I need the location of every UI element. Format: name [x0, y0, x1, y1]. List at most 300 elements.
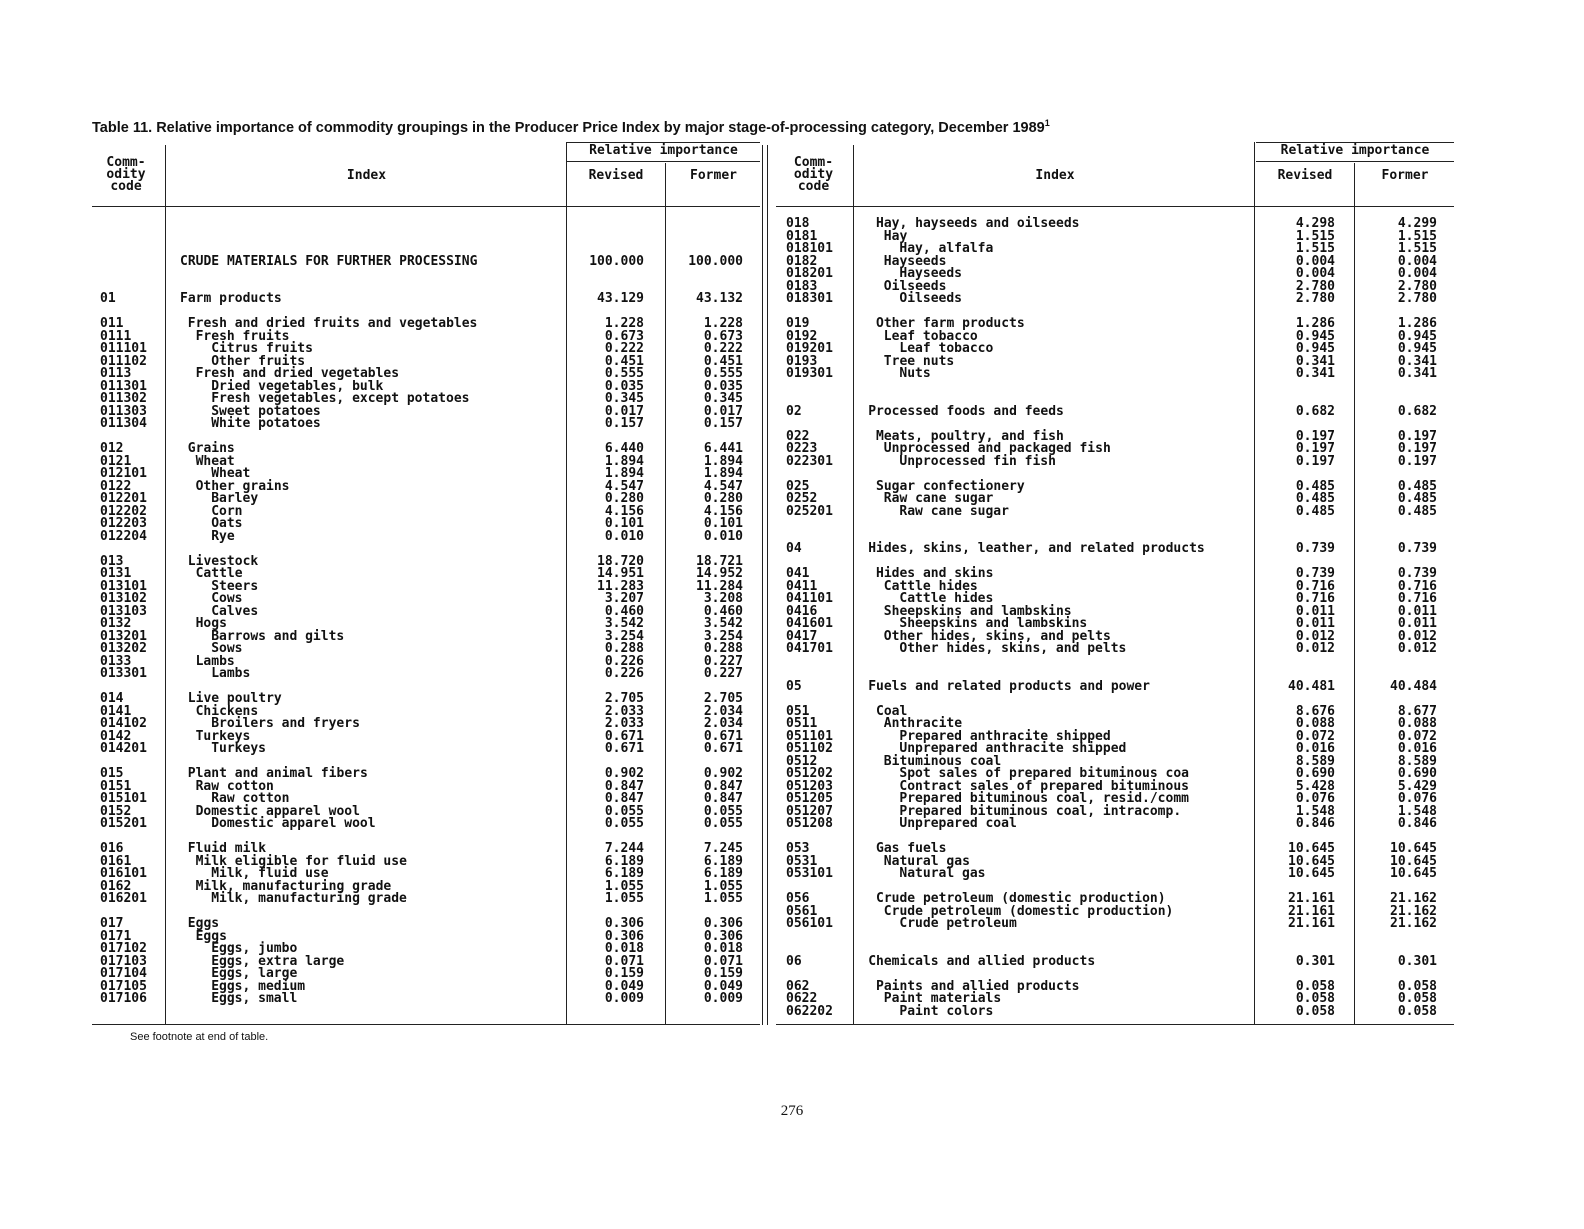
index-label: Wheat: [211, 466, 251, 481]
former-value: 0.673: [703, 328, 743, 344]
commodity-code: 041101: [786, 591, 833, 606]
former-value: 0.306: [703, 916, 743, 931]
table-title: [92, 118, 1050, 136]
revised-value: 0.009: [604, 991, 644, 1006]
commodity-code: 017103: [100, 953, 147, 969]
former-value: 0.012: [1397, 628, 1437, 644]
relimp-rule-right: [1256, 161, 1454, 162]
left-former-header: Former: [690, 168, 737, 183]
former-value: 0.485: [1397, 478, 1437, 494]
former-value: 0.847: [703, 791, 743, 806]
revised-value: 7.244: [604, 841, 644, 856]
index-label: Cattle: [195, 566, 243, 581]
revised-value: 0.011: [1295, 603, 1335, 619]
commodity-code: 0111: [100, 328, 132, 344]
index-label: White potatoes: [211, 416, 321, 431]
commodity-code: 0131: [100, 566, 132, 581]
header-bottom-rule-right: [776, 206, 1454, 207]
index-label: Milk, fluid use: [211, 866, 329, 881]
former-value: 1.894: [703, 466, 743, 481]
index-label: Turkeys: [195, 728, 251, 744]
former-value: 0.035: [703, 378, 743, 394]
commodity-code: 017105: [100, 978, 147, 994]
commodity-code: 062202: [786, 1003, 833, 1019]
former-value: 0.485: [1397, 503, 1437, 519]
index-label: Unprepared anthracite shipped: [899, 741, 1127, 756]
revised-value: 3.207: [604, 591, 644, 606]
revised-value: 0.847: [604, 791, 644, 806]
title-footnote-mark: 1: [1044, 118, 1050, 128]
former-value: 0.009: [703, 991, 743, 1006]
commodity-code: 0142: [100, 728, 132, 744]
index-label: Fresh fruits: [195, 328, 290, 344]
commodity-code: 041701: [786, 641, 833, 656]
index-label: Unprocessed fin fish: [899, 453, 1056, 469]
revised-value: 0.076: [1295, 791, 1335, 806]
commodity-code: 0416: [786, 603, 818, 619]
index-label: Eggs, medium: [211, 978, 306, 994]
right-index-header: Index: [1035, 168, 1075, 183]
former-value: 0.159: [703, 966, 743, 981]
former-value: 3.208: [703, 591, 743, 606]
index-label: Hogs: [195, 616, 227, 631]
commodity-code: 017: [100, 916, 124, 931]
former-value: 5.429: [1397, 778, 1437, 794]
revised-value: 2.780: [1295, 278, 1335, 294]
former-value: 1.055: [703, 878, 743, 894]
index-label: Hay: [883, 228, 908, 244]
code-header-line-2: odity: [106, 167, 146, 182]
former-value: 0.739: [1397, 566, 1437, 581]
index-label: Coal: [876, 703, 908, 719]
revised-value: 0.345: [604, 391, 644, 406]
index-label: Hides, skins, leather, and related products: [868, 541, 1205, 556]
former-value: 2.705: [703, 691, 743, 706]
revised-value: 5.428: [1295, 778, 1335, 794]
right-former-header: Former: [1381, 168, 1429, 183]
index-label: Cattle hides: [899, 591, 994, 606]
former-value: 0.222: [703, 341, 743, 356]
commodity-code: 011304: [100, 416, 147, 431]
commodity-code: 014201: [100, 741, 147, 756]
commodity-code: 051202: [786, 766, 833, 781]
commodity-code: 011: [100, 316, 124, 331]
index-label: Domestic apparel wool: [195, 803, 360, 819]
former-value: 8.677: [1397, 703, 1437, 719]
former-value: 0.010: [703, 528, 743, 544]
commodity-code: 053: [786, 841, 810, 856]
former-value: 0.846: [1397, 816, 1437, 831]
commodity-code: 018201: [786, 266, 833, 281]
revised-value: 0.847: [604, 778, 644, 794]
former-value: 0.072: [1397, 728, 1437, 744]
index-label: Raw cotton: [211, 791, 290, 806]
commodity-code: 0561: [786, 903, 818, 919]
index-label: Corn: [211, 503, 243, 519]
revised-value: 0.010: [604, 528, 644, 544]
commodity-code: 0171: [100, 928, 132, 944]
left-vrule-index: [566, 142, 567, 1025]
index-label: Eggs, small: [211, 991, 298, 1006]
index-label: Fresh and dried vegetables: [195, 366, 400, 381]
commodity-code: 012202: [100, 503, 147, 519]
revised-value: 0.049: [604, 978, 644, 994]
revised-value: 40.481: [1288, 678, 1335, 694]
index-label: Broilers and fryers: [211, 716, 360, 731]
revised-value: 2.033: [604, 703, 644, 719]
left-relative-importance-header: Relative importance: [589, 143, 738, 158]
commodity-code: 012101: [100, 466, 147, 481]
code-header-line-2: odity: [793, 167, 834, 182]
index-label: Gas fuels: [876, 841, 947, 856]
code-header-line-1: Comm-: [106, 155, 146, 170]
revised-value: 0.485: [1295, 503, 1335, 519]
commodity-code: 016: [100, 841, 124, 856]
revised-value: 0.058: [1295, 1003, 1335, 1019]
revised-value: 0.012: [1295, 641, 1335, 656]
former-value: 0.049: [703, 978, 743, 994]
index-label: Natural gas: [883, 853, 970, 869]
former-value: 0.301: [1397, 953, 1437, 969]
revised-value: 0.004: [1295, 266, 1335, 281]
revised-value: 8.676: [1295, 703, 1335, 719]
revised-value: 4.547: [604, 478, 644, 494]
commodity-code: 013101: [100, 578, 147, 594]
index-label: Grains: [187, 441, 235, 456]
former-value: 100.000: [688, 253, 743, 269]
commodity-code: 0622: [786, 991, 818, 1006]
former-value: 0.071: [703, 953, 743, 969]
index-label: Hides and skins: [876, 566, 994, 581]
index-label: Hay, alfalfa: [899, 241, 994, 256]
index-label: Chickens: [195, 703, 259, 719]
commodity-code: 012203: [100, 516, 147, 531]
index-label: Milk, manufacturing grade: [195, 878, 392, 894]
commodity-code: 051: [786, 703, 810, 719]
commodity-code: 051101: [786, 728, 833, 744]
index-label: Prepared bituminous coal, intracomp.: [899, 803, 1182, 819]
former-value: 1.286: [1397, 316, 1437, 331]
former-value: 0.088: [1397, 716, 1437, 731]
former-value: 11.284: [696, 578, 743, 594]
index-label: Hayseeds: [883, 253, 947, 269]
revised-value: 0.197: [1295, 428, 1335, 444]
former-value: 6.189: [703, 853, 743, 869]
revised-value: 0.197: [1295, 453, 1335, 469]
commodity-code: 013: [100, 553, 124, 569]
index-label: Eggs: [195, 928, 227, 944]
center-double-rule-1: [762, 145, 763, 1025]
commodity-code: 013103: [100, 603, 147, 619]
former-value: 0.011: [1397, 616, 1437, 631]
revised-value: 0.288: [604, 641, 644, 656]
revised-value: 1.055: [604, 891, 644, 906]
index-label: Unprocessed and packaged fish: [883, 441, 1111, 456]
revised-value: 0.671: [604, 741, 644, 756]
former-value: 0.227: [703, 666, 743, 681]
commodity-code: 041: [786, 566, 810, 581]
commodity-code: 0132: [100, 616, 132, 631]
revised-value: 10.645: [1288, 853, 1335, 869]
revised-value: 6.189: [604, 866, 644, 881]
index-label: Livestock: [187, 553, 259, 569]
index-label: Lambs: [211, 666, 251, 681]
revised-value: 2.033: [604, 716, 644, 731]
former-value: 4.156: [703, 503, 743, 519]
revised-value: 0.682: [1295, 403, 1335, 419]
revised-value: 0.673: [604, 328, 644, 344]
left-index-header: Index: [346, 168, 387, 183]
revised-value: 0.197: [1295, 441, 1335, 456]
revised-value: 0.739: [1295, 566, 1335, 581]
former-value: 6.441: [703, 441, 743, 456]
revised-value: 1.548: [1295, 803, 1335, 819]
code-header-line-3: code: [797, 179, 830, 194]
commodity-code: 0183: [786, 278, 818, 294]
revised-value: 6.440: [604, 441, 644, 456]
revised-value: 6.189: [604, 853, 644, 869]
former-value: 6.189: [703, 866, 743, 881]
right-vrule-revised: [1354, 163, 1355, 1025]
revised-value: 0.058: [1295, 978, 1335, 994]
former-value: 1.894: [703, 453, 743, 469]
revised-value: 100.000: [589, 253, 644, 269]
commodity-code: 0133: [100, 653, 132, 669]
former-value: 8.589: [1397, 753, 1437, 769]
right-relative-importance-header: Relative importance: [1280, 143, 1430, 158]
revised-value: 10.645: [1288, 866, 1335, 881]
revised-value: 21.161: [1288, 891, 1335, 906]
right-vrule-code: [853, 145, 854, 1025]
left-vrule-revised: [665, 163, 666, 1025]
commodity-code: 0182: [786, 253, 818, 269]
index-label: Leaf tobacco: [899, 341, 994, 356]
former-value: 0.058: [1397, 978, 1437, 994]
index-label: CRUDE MATERIALS FOR FURTHER PROCESSING: [180, 253, 478, 269]
table-bottom-rule-left: [92, 1024, 760, 1025]
index-label: Oilseeds: [899, 291, 963, 306]
revised-value: 0.004: [1295, 253, 1335, 269]
former-value: 0.280: [703, 491, 743, 506]
former-value: 21.162: [1390, 903, 1437, 919]
commodity-code: 0121: [100, 453, 132, 469]
index-label: Other fruits: [211, 353, 306, 369]
index-label: Crude petroleum: [899, 916, 1017, 931]
revised-value: 0.301: [1295, 953, 1335, 969]
commodity-code: 018101: [786, 241, 833, 256]
commodity-code: 0161: [100, 853, 132, 869]
revised-value: 0.055: [604, 816, 644, 831]
index-label: Dried vegetables, bulk: [211, 378, 384, 394]
commodity-code: 0181: [786, 228, 818, 244]
index-label: Barrows and gilts: [211, 628, 345, 644]
index-label: Citrus fruits: [211, 341, 313, 356]
former-value: 0.690: [1397, 766, 1437, 781]
commodity-code: 0152: [100, 803, 132, 819]
former-value: 3.254: [703, 628, 743, 644]
former-value: 21.162: [1390, 891, 1437, 906]
index-label: Rye: [211, 528, 235, 544]
commodity-code: 06: [786, 953, 802, 969]
index-label: Fuels and related products and power: [868, 678, 1150, 694]
index-label: Bituminous coal: [883, 753, 1002, 769]
index-label: Paint materials: [883, 991, 1002, 1006]
commodity-code: 025: [786, 478, 810, 494]
index-label: Farm products: [180, 291, 282, 306]
commodity-code: 017102: [100, 941, 147, 956]
former-value: 2.034: [703, 703, 743, 719]
index-label: Leaf tobacco: [883, 328, 978, 344]
index-label: Domestic apparel wool: [211, 816, 376, 831]
former-value: 0.460: [703, 603, 743, 619]
former-value: 2.780: [1397, 291, 1437, 306]
former-value: 0.847: [703, 778, 743, 794]
commodity-code: 011101: [100, 341, 147, 356]
index-label: Sheepskins and lambskins: [883, 603, 1072, 619]
former-value: 0.945: [1397, 328, 1437, 344]
revised-value: 1.515: [1295, 228, 1335, 244]
index-label: Processed foods and feeds: [868, 403, 1064, 419]
index-label: Sheepskins and lambskins: [899, 616, 1088, 631]
former-value: 3.542: [703, 616, 743, 631]
index-label: Other farm products: [876, 316, 1025, 331]
commodity-code: 013301: [100, 666, 147, 681]
commodity-code: 015101: [100, 791, 147, 806]
revised-value: 43.129: [597, 291, 644, 306]
commodity-code: 019: [786, 316, 810, 331]
commodity-code: 053101: [786, 866, 833, 881]
index-label: Milk eligible for fluid use: [195, 853, 407, 869]
revised-value: 0.016: [1295, 741, 1335, 756]
commodity-code: 0223: [786, 441, 818, 456]
former-value: 4.299: [1397, 216, 1437, 231]
revised-value: 1.894: [604, 453, 644, 469]
former-value: 0.004: [1397, 253, 1437, 269]
former-value: 0.055: [703, 803, 743, 819]
former-value: 0.341: [1397, 353, 1437, 369]
former-value: 18.721: [696, 553, 743, 569]
commodity-code: 0252: [786, 491, 818, 506]
former-value: 0.004: [1397, 266, 1437, 281]
former-value: 0.306: [703, 928, 743, 944]
revised-value: 0.341: [1295, 353, 1335, 369]
commodity-code: 04: [786, 541, 802, 556]
former-value: 0.058: [1397, 991, 1437, 1006]
commodity-code: 0113: [100, 366, 132, 381]
revised-value: 21.161: [1288, 903, 1335, 919]
revised-value: 0.485: [1295, 478, 1335, 494]
index-label: Milk, manufacturing grade: [211, 891, 407, 906]
commodity-code: 015: [100, 766, 124, 781]
former-value: 0.018: [703, 941, 743, 956]
index-label: Barley: [211, 491, 259, 506]
commodity-code: 051208: [786, 816, 833, 831]
revised-value: 14.951: [597, 566, 644, 581]
commodity-code: 019301: [786, 366, 833, 381]
commodity-code: 0193: [786, 353, 818, 369]
former-value: 0.016: [1397, 741, 1437, 756]
revised-value: 2.780: [1295, 291, 1335, 306]
commodity-code: 017106: [100, 991, 147, 1006]
commodity-code: 0512: [786, 753, 818, 769]
former-value: 0.157: [703, 416, 743, 431]
commodity-code: 011303: [100, 403, 147, 419]
revised-value: 1.515: [1295, 241, 1335, 256]
revised-value: 0.690: [1295, 766, 1335, 781]
revised-value: 0.035: [604, 378, 644, 394]
commodity-code: 0192: [786, 328, 818, 344]
revised-value: 0.072: [1295, 728, 1335, 744]
index-label: Hay, hayseeds and oilseeds: [876, 216, 1080, 231]
index-label: Other hides, skins, and pelts: [883, 628, 1111, 644]
former-value: 0.288: [703, 641, 743, 656]
index-label: Eggs: [187, 916, 220, 931]
index-label: Lambs: [195, 653, 235, 669]
revised-value: 0.159: [604, 966, 644, 981]
former-value: 4.547: [703, 478, 743, 494]
revised-value: 0.739: [1295, 541, 1335, 556]
commodity-code: 014: [100, 691, 124, 706]
revised-value: 1.055: [604, 878, 644, 894]
revised-value: 3.254: [604, 628, 644, 644]
former-value: 0.682: [1397, 403, 1437, 419]
index-label: Eggs, large: [211, 966, 298, 981]
revised-value: 0.945: [1295, 328, 1335, 344]
former-value: 40.484: [1390, 678, 1437, 694]
revised-value: 1.228: [604, 316, 644, 331]
index-label: Oilseeds: [883, 278, 947, 294]
revised-value: 0.157: [604, 416, 644, 431]
commodity-code: 0122: [100, 478, 132, 494]
right-code-header: [776, 157, 851, 193]
former-value: 0.945: [1397, 341, 1437, 356]
former-value: 10.645: [1390, 866, 1437, 881]
relimp-rule-left: [567, 161, 760, 162]
header-bottom-rule-left: [92, 206, 760, 207]
revised-value: 0.846: [1295, 816, 1335, 831]
revised-value: 0.671: [604, 728, 644, 744]
code-header-line-3: code: [110, 179, 142, 194]
revised-value: 0.306: [604, 928, 644, 944]
commodity-code: 0511: [786, 716, 818, 731]
former-value: 10.645: [1390, 853, 1437, 869]
index-label: Contract sales of prepared bituminous: [899, 778, 1189, 794]
commodity-code: 013102: [100, 591, 147, 606]
revised-value: 0.460: [604, 603, 644, 619]
former-value: 1.228: [703, 316, 743, 331]
commodity-code: 011302: [100, 391, 147, 406]
index-label: Unprepared coal: [899, 816, 1017, 831]
commodity-code: 0141: [100, 703, 132, 719]
code-header-line-1: Comm-: [793, 155, 834, 170]
index-label: Cattle hides: [883, 578, 978, 594]
former-value: 0.716: [1397, 578, 1437, 594]
index-label: Nuts: [899, 366, 931, 381]
commodity-code: 013202: [100, 641, 147, 656]
commodity-code: 056: [786, 891, 810, 906]
former-value: 1.515: [1397, 228, 1437, 244]
revised-value: 10.645: [1288, 841, 1335, 856]
index-label: Paints and allied products: [876, 978, 1080, 994]
revised-value: 1.894: [604, 466, 644, 481]
commodity-code: 0162: [100, 878, 132, 894]
commodity-code: 01: [100, 291, 116, 306]
revised-value: 0.945: [1295, 341, 1335, 356]
commodity-code: 022: [786, 428, 810, 444]
commodity-code: 011102: [100, 353, 147, 369]
former-value: 0.055: [703, 816, 743, 831]
revised-value: 4.156: [604, 503, 644, 519]
